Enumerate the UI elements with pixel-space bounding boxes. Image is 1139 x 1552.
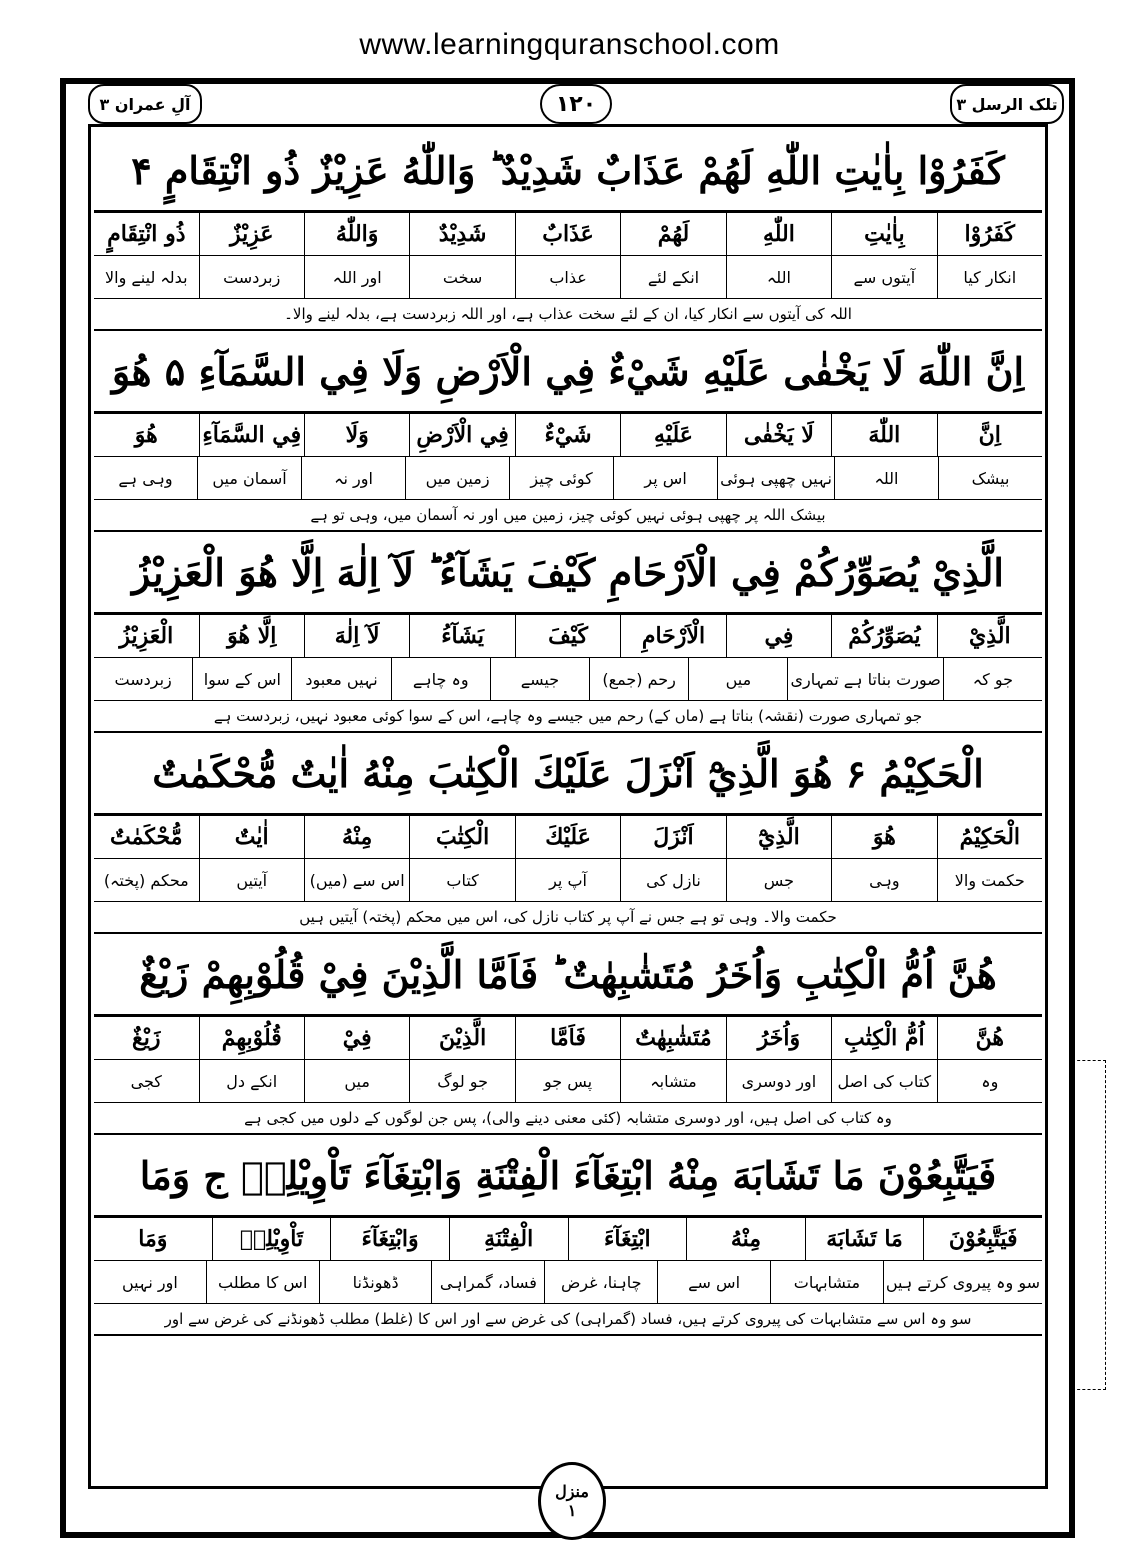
urdu-meaning-cell: اس سے [657, 1261, 770, 1303]
urdu-meaning-cell: کتاب کی اصل [831, 1060, 936, 1102]
arabic-word-cell: مُتَشٰبِهٰتٌ [620, 1017, 725, 1059]
verse-block [94, 1135, 1042, 1336]
arabic-word-cell: الَّذِيْ [937, 615, 1042, 657]
urdu-meaning-cell: آیتوں سے [831, 256, 936, 298]
arabic-verse-line: اِنَّ اللّٰهَ لَا يَخْفٰى عَلَيْهِ شَيْءٌ فِي الْاَرْضِ وَلَا فِي السَّمَآءِ ۵ هُوَ [94, 331, 1042, 414]
urdu-translation-line: جو تمہاری صورت (نقشہ) بناتا ہے (ماں کے) رحم میں جیسے وہ چاہے، اس کے سوا کوئی معبود نہیں، زبردست ہے [213, 707, 923, 725]
arabic-word-cell: الْفِتْنَةِ [449, 1218, 568, 1260]
arabic-word-cell: قُلُوْبِهِمْ [199, 1017, 304, 1059]
urdu-meaning-cell: میں [688, 658, 787, 700]
urdu-meaning-cell: وہ چاہے [391, 658, 490, 700]
arabic-word-cell: الْاَرْحَامِ [620, 615, 725, 657]
site-url: www.learningquranschool.com [359, 28, 780, 61]
arabic-word-cell: اُمُّ الْكِتٰبِ [831, 1017, 936, 1059]
arabic-word-cell: اَنْزَلَ [620, 816, 725, 858]
urdu-meaning-cell: جو لوگ [409, 1060, 514, 1102]
arabic-word-cell: وَلَا [304, 414, 409, 456]
urdu-meaning-cell: بدلہ لینے والا [105, 267, 188, 287]
arabic-word-cell: اِلَّا هُوَ [199, 615, 304, 657]
meaning-row [94, 256, 1042, 299]
urdu-translation-line: حکمت والا۔ وہی تو ہے جس نے آپ پر کتاب نازل کی، اس میں محکم (پختہ) آیتیں ہیں [299, 908, 837, 926]
arabic-word-cell: الَّذِيْنَ [409, 1017, 514, 1059]
urdu-meaning-cell: متشابہ [620, 1060, 725, 1102]
arabic-word-cell: يُصَوِّرُكُمْ [831, 615, 936, 657]
arabic-word-cell: عَلَيْكَ [515, 816, 620, 858]
urdu-meaning-cell: اس سے (میں) [304, 859, 409, 901]
urdu-meaning-cell: نہیں معبود [291, 658, 390, 700]
urdu-meaning-cell: زبردست [199, 256, 304, 298]
urdu-meaning-cell: رحم (جمع) [589, 658, 688, 700]
urdu-meaning-cell: انکے دل [199, 1060, 304, 1102]
arabic-word-cell: وَابْتِغَآءَ [330, 1218, 449, 1260]
manzil-badge [538, 1462, 606, 1540]
urdu-meaning-cell: اللہ [726, 256, 831, 298]
arabic-word-cell: اللّٰهِ [726, 213, 831, 255]
arabic-word-cell: تَاْوِيْلِهٖ [212, 1218, 331, 1260]
arabic-word-cell: اٰيٰتٌ [199, 816, 304, 858]
arabic-word-cell: لَا يَخْفٰى [726, 414, 831, 456]
urdu-meaning-cell: سخت [409, 256, 514, 298]
verse-block [94, 733, 1042, 934]
arabic-word-cell: عَذَابٌ [515, 213, 620, 255]
urdu-meaning-cell: وہی [831, 859, 936, 901]
arabic-word-cell: فِي الْاَرْضِ [409, 414, 514, 456]
arabic-word-cell: اِنَّ [937, 414, 1042, 456]
word-row [94, 213, 1042, 256]
arabic-word-cell: مَا تَشَابَهَ [805, 1218, 924, 1260]
urdu-meaning-cell: اور دوسری [726, 1060, 831, 1102]
arabic-word-cell: وَمَا [138, 1226, 168, 1252]
arabic-word-cell: الْعَزِيْزُ [119, 623, 174, 649]
word-row [94, 1218, 1042, 1261]
urdu-meaning-cell: عذاب [515, 256, 620, 298]
arabic-word-cell: عَزِيْزٌ [199, 213, 304, 255]
arabic-word-cell: يَشَآءُ [409, 615, 514, 657]
urdu-meaning-cell: آیتیں [199, 859, 304, 901]
arabic-word-cell: ذُو انْتِقَامٍ [107, 221, 186, 247]
arabic-word-cell: بِاٰيٰتِ [831, 213, 936, 255]
urdu-meaning-cell: جو کہ [943, 658, 1042, 700]
juz-name-label: تلک الرسل ۳ [950, 84, 1064, 124]
urdu-meaning-cell: اور نہ [301, 457, 405, 499]
arabic-word-cell: فِيْ [304, 1017, 409, 1059]
urdu-translation-line: وہ کتاب کی اصل ہیں، اور دوسری متشابہ (کئی معنی دینے والی)، پس جن لوگوں کے دلوں میں کجی ہے [244, 1109, 892, 1127]
urdu-meaning-cell: جس [726, 859, 831, 901]
arabic-word-cell: فَاَمَّا [515, 1017, 620, 1059]
surah-name-label: آلِ عمران ۳ [88, 84, 202, 124]
arabic-word-cell: الَّذِيْٓ [726, 816, 831, 858]
meaning-row [94, 658, 1042, 701]
arabic-word-cell: فِي السَّمَآءِ [199, 414, 304, 456]
urdu-meaning-cell: فساد، گمراہی [431, 1261, 544, 1303]
arabic-word-cell: الْحَكِيْمُ [937, 816, 1042, 858]
urdu-meaning-cell: آپ پر [515, 859, 620, 901]
verse-block [94, 331, 1042, 532]
arabic-word-cell: شَيْءٌ [515, 414, 620, 456]
arabic-verse-line: هُنَّ اُمُّ الْكِتٰبِ وَاُخَرُ مُتَشٰبِهٰتٌ ؕ فَاَمَّا الَّذِيْنَ فِيْ قُلُوْبِهِمْ زَيْغٌ [94, 934, 1042, 1017]
urdu-meaning-cell: اس کے سوا [192, 658, 291, 700]
arabic-word-cell: ابْتِغَآءَ [568, 1218, 687, 1260]
verse-block [94, 934, 1042, 1135]
urdu-meaning-cell: میں [304, 1060, 409, 1102]
urdu-meaning-cell: نازل کی [620, 859, 725, 901]
urdu-meaning-cell: سو وہ پیروی کرتے ہیں [883, 1261, 1042, 1303]
arabic-word-cell: مِنْهُ [686, 1218, 805, 1260]
arabic-verse-line: فَيَتَّبِعُوْنَ مَا تَشَابَهَ مِنْهُ ابْتِغَآءَ الْفِتْنَةِ وَابْتِغَآءَ تَاْوِيْلِهٖ ج وَمَا [94, 1135, 1042, 1218]
urdu-meaning-cell: انکے لئے [620, 256, 725, 298]
page-content [94, 130, 1042, 1482]
urdu-meaning-cell: ڈھونڈنا [319, 1261, 432, 1303]
arabic-verse-line: الْحَكِيْمُ ۶ هُوَ الَّذِيْٓ اَنْزَلَ عَلَيْكَ الْكِتٰبَ مِنْهُ اٰيٰتٌ مُّحْكَمٰتٌ [94, 733, 1042, 816]
arabic-word-cell: فَيَتَّبِعُوْنَ [923, 1218, 1042, 1260]
word-row [94, 615, 1042, 658]
arabic-word-cell: شَدِيْدٌ [409, 213, 514, 255]
arabic-word-cell: هُنَّ [937, 1017, 1042, 1059]
urdu-meaning-cell: اور اللہ [304, 256, 409, 298]
urdu-meaning-cell: صورت بناتا ہے تمہاری [787, 658, 942, 700]
urdu-meaning-cell: حکمت والا [937, 859, 1042, 901]
urdu-meaning-cell: آسمان میں [197, 457, 301, 499]
arabic-word-cell: اللّٰهَ [831, 414, 936, 456]
urdu-meaning-cell: جیسے [490, 658, 589, 700]
urdu-translation-line: اللہ کی آیتوں سے انکار کیا، ان کے لئے سخت عذاب ہے، اور اللہ زبردست ہے، بدلہ لینے والا۔ [284, 305, 852, 323]
arabic-word-cell: هُوَ [831, 816, 936, 858]
word-row [94, 414, 1042, 457]
arabic-verse-line: كَفَرُوْا بِاٰيٰتِ اللّٰهِ لَهُمْ عَذَابٌ شَدِيْدٌ ؕ وَاللّٰهُ عَزِيْزٌ ذُو انْتِقَامٍ ۴ [94, 130, 1042, 213]
urdu-meaning-cell: چاہنا، غرض [544, 1261, 657, 1303]
arabic-word-cell: وَاُخَرُ [726, 1017, 831, 1059]
urdu-meaning-cell: وہ [937, 1060, 1042, 1102]
urdu-meaning-cell: کوئی چیز [509, 457, 613, 499]
manzil-number: ۱ [567, 1501, 577, 1520]
urdu-meaning-cell: اللہ [834, 457, 938, 499]
arabic-word-cell: عَلَيْهِ [620, 414, 725, 456]
verse-block [94, 532, 1042, 733]
page-number: ۱۲۰ [540, 84, 612, 124]
arabic-word-cell: زَيْغٌ [132, 1025, 161, 1051]
arabic-word-cell: كَيْفَ [515, 615, 620, 657]
urdu-meaning-cell: نہیں چھپی ہوئی [717, 457, 834, 499]
urdu-meaning-cell: زمین میں [405, 457, 509, 499]
arabic-word-cell: مِنْهُ [304, 816, 409, 858]
meaning-row [94, 1060, 1042, 1103]
arabic-word-cell: الْكِتٰبَ [409, 816, 514, 858]
urdu-meaning-cell: وہی ہے [118, 468, 173, 488]
urdu-meaning-cell: کجی [130, 1071, 162, 1091]
side-stamp-mark [1072, 1060, 1106, 1390]
urdu-meaning-cell: اس پر [613, 457, 717, 499]
urdu-meaning-cell: کتاب [409, 859, 514, 901]
arabic-word-cell: فِي [726, 615, 831, 657]
urdu-meaning-cell: متشابہات [770, 1261, 883, 1303]
urdu-meaning-cell: انکار کیا [937, 256, 1042, 298]
arabic-word-cell: وَاللّٰهُ [304, 213, 409, 255]
meaning-row [94, 1261, 1042, 1304]
arabic-word-cell: لَآ اِلٰهَ [304, 615, 409, 657]
urdu-meaning-cell: اس کا مطلب [206, 1261, 319, 1303]
urdu-meaning-cell: بیشک [938, 457, 1042, 499]
verse-block [94, 130, 1042, 331]
urdu-translation-line: سو وہ اس سے متشابہات کی پیروی کرتے ہیں، فساد (گمراہی) کی غرض سے اور اس کا (غلط) مطلب ڈھونڈنے کی غرض سے اور [164, 1310, 972, 1328]
arabic-word-cell: هُوَ [134, 422, 158, 448]
manzil-label: منزل [555, 1481, 589, 1501]
word-row [94, 1017, 1042, 1060]
urdu-translation-line: بیشک اللہ پر چھپی ہوئی نہیں کوئی چیز، زمین میں اور نہ آسمان میں، وہی تو ہے [310, 506, 826, 524]
meaning-row [94, 859, 1042, 902]
urdu-meaning-cell: محکم (پختہ) [103, 870, 189, 890]
urdu-meaning-cell: زبردست [114, 669, 172, 689]
arabic-word-cell: لَهُمْ [620, 213, 725, 255]
word-row [94, 816, 1042, 859]
arabic-word-cell: مُّحْكَمٰتٌ [110, 824, 183, 850]
urdu-meaning-cell: اور نہیں [121, 1272, 178, 1292]
arabic-word-cell: كَفَرُوْا [937, 213, 1042, 255]
urdu-meaning-cell: پس جو [515, 1060, 620, 1102]
meaning-row [94, 457, 1042, 500]
arabic-verse-line: الَّذِيْ يُصَوِّرُكُمْ فِي الْاَرْحَامِ كَيْفَ يَشَآءُ ؕ لَآ اِلٰهَ اِلَّا هُوَ الْعَزِيْزُ [94, 532, 1042, 615]
